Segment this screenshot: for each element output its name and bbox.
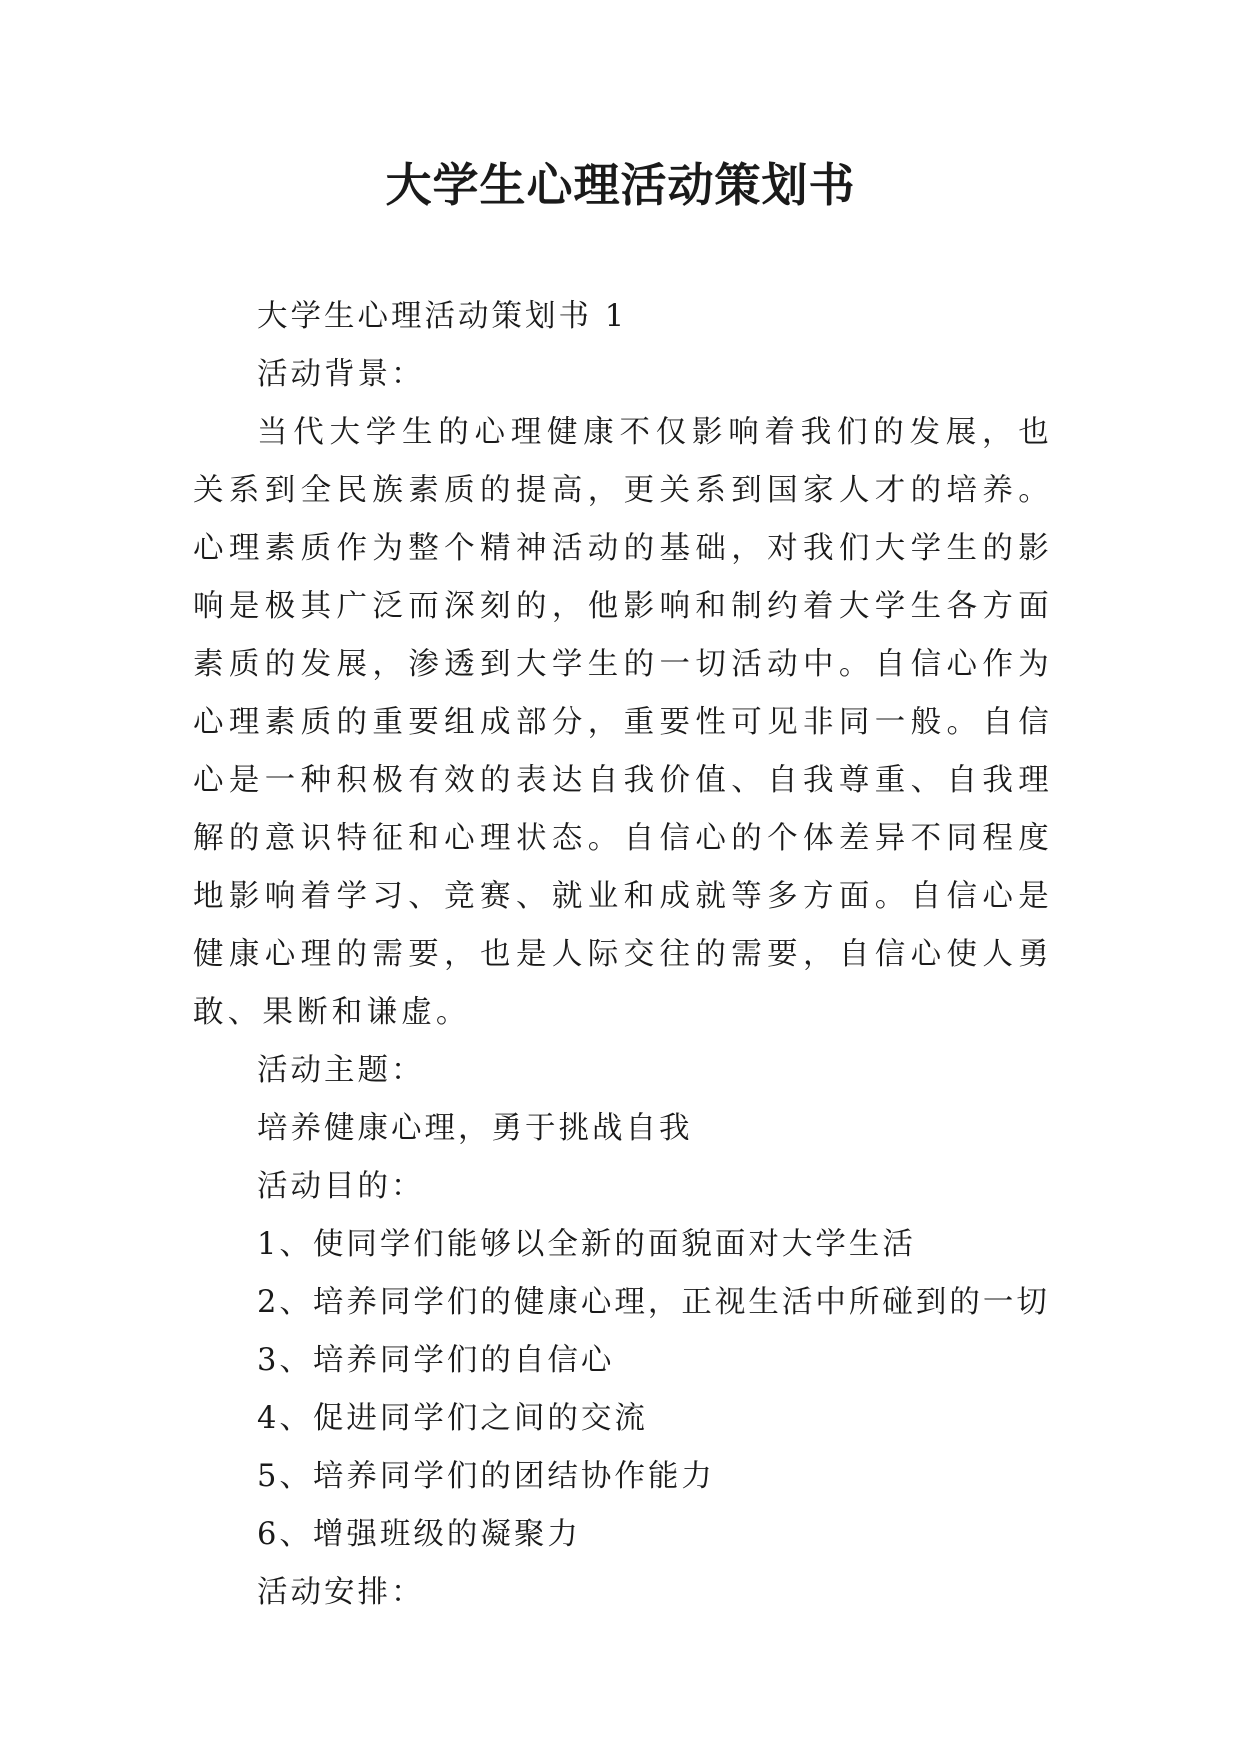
purpose-item: 6、增强班级的凝聚力 xyxy=(257,1517,581,1552)
background-heading: 活动背景： xyxy=(257,357,425,392)
document-body xyxy=(193,288,1053,1622)
purpose-item: 3、培养同学们的自信心 xyxy=(257,1343,615,1378)
document-title: 大学生心理活动策划书 xyxy=(385,158,856,212)
purpose-item: 5、培养同学们的团结协作能力 xyxy=(257,1459,715,1494)
arrangement-heading: 活动安排： xyxy=(257,1575,425,1610)
theme-heading: 活动主题： xyxy=(257,1053,425,1088)
purpose-item: 2、培养同学们的健康心理，正视生活中所碰到的一切 xyxy=(257,1285,1050,1320)
purpose-item: 4、促进同学们之间的交流 xyxy=(257,1401,648,1436)
section-title: 大学生心理活动策划书 1 xyxy=(257,299,628,334)
purpose-heading: 活动目的： xyxy=(257,1169,425,1204)
theme-text: 培养健康心理，勇于挑战自我 xyxy=(257,1111,693,1146)
background-paragraph: 当代大学生的心理健康不仅影响着我们的发展，也关系到全民族素质的提高，更关系到国家人才的培养。心理素质作为整个精神活动的基础，对我们大学生的影响是极其广泛而深刻的，他影响和制约着大学生各方面素质的发展，渗透到大学生的一切活动中。自信心作为心理素质的重要组成部分，重要性可见非同一般。自信心是一种积极有效的表达自我价值、自我尊重、自我理解的意识特征和心理状态。自信心的个体差异不同程度地影响着学习、竞赛、就业和成就等多方面。自信心是健康心理的需要，也是人际交往的需要，自信心使人勇敢、果断和谦虚。 xyxy=(193,415,1053,1030)
purpose-item: 1、使同学们能够以全新的面貌面对大学生活 xyxy=(257,1227,916,1262)
